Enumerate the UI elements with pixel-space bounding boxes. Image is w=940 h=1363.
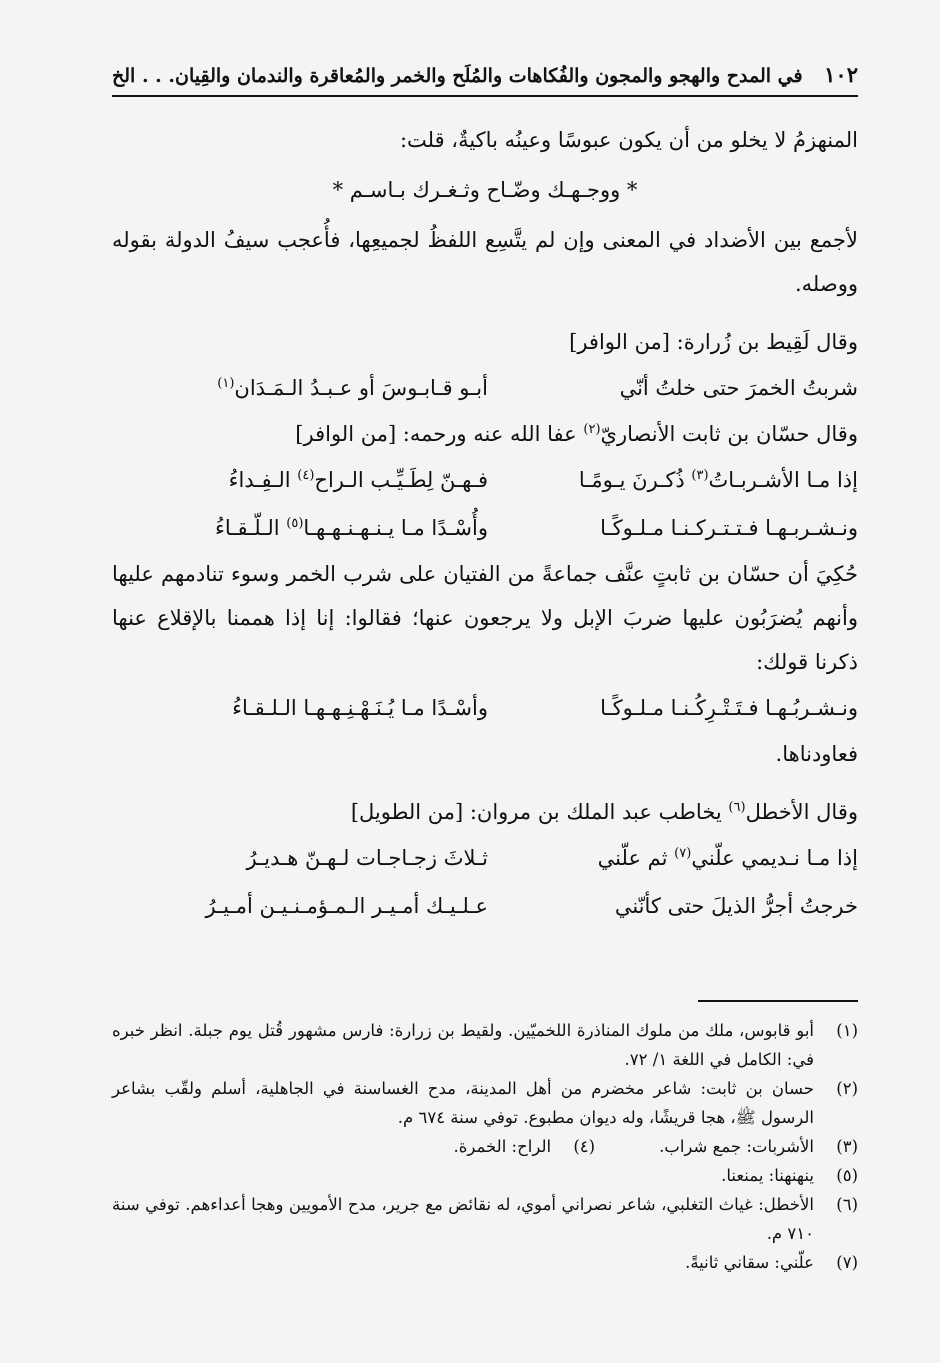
verse-3 (112, 504, 858, 552)
footnote-3-4 (112, 1132, 858, 1161)
footnotes (112, 1016, 858, 1277)
verse-5-second-hemistich: ثـلاثَ زجـاجـات لـهـنّ هـديـرُ (246, 846, 488, 870)
footnote-ref-2: (٢) (583, 422, 601, 437)
footnote-ref-4: (٤) (297, 468, 315, 483)
running-header (112, 62, 858, 97)
paragraph-2: لأجمع بين الأضداد في المعنى وإن لم يتَّسِع اللفظُ لجميعِها، فأُعجب سيفُ الدولة بقوله ووصله. (112, 228, 858, 296)
footnote-5: (٥) ينهنهنا: يمنعنا. (721, 1166, 858, 1185)
paragraph-1: المنهزمُ لا يخلو من أن يكون عبوسًا وعينُه باكيةٌ، قلت: (399, 128, 858, 152)
footnote-ref-3: (٣) (691, 468, 709, 483)
footnote-divider (698, 1000, 858, 1002)
verse-6-first-hemistich: خرجتُ أجرُّ الذيلَ حتى كأنّني (614, 894, 858, 918)
running-title: في المدح والهجو والمجون والفُكاهات والمُلَح والخمر والمُعاقرة والندمان والقِيان. . . الخ (112, 65, 803, 87)
verse-4 (112, 684, 858, 732)
footnote-ref-1: (١) (217, 376, 235, 391)
verse-1 (112, 364, 858, 412)
page-number: ١٠٢ (824, 62, 858, 87)
verse-4-second-hemistich: وأسْـدًا مـا يُـنَـهْـنِـهـهـا الـلـقـاءُ (232, 696, 488, 720)
footnote-3: (٣) الأشربات: جمع شراب. (659, 1137, 858, 1156)
verse-4-first-hemistich: ونـشـربُـهـا فـتَـتْـرِكُـنـا مـلـوكًـا (600, 696, 858, 720)
verse-3-second-hemistich: وأُسْـدًا مـا يـنـهـنـهـهـا$^{(٥)}$ الـلّـقـاءُ (215, 516, 488, 540)
footnote-2: (٢) حسان بن ثابت: شاعر مخضرم من أهل المدينة، مدح الغساسنة في الجاهلية، أسلم ولقّب بشاعر الرسول ﷺ، هجا قريشًا، وله ديوان مطبوع. توفي سنة ٦٧٤ م. (112, 1079, 858, 1127)
verse-intro-3: وقال الأخطل$^{(٦)}$ يخاطب عبد الملك بن مروان: [من الطويل] (350, 800, 858, 824)
verse-2 (112, 456, 858, 504)
footnote-6: (٦) الأخطل: غياث التغلبي، شاعر نصراني أموي، له نقائض مع جرير، مدح الأمويين وهجا أعداءهم. توفي سنة ٧١٠ م. (112, 1195, 858, 1243)
verse-2-second-hemistich: فـهـنّ لِطَـيِّـب الـراح$^{(٤)}$ الـفِـداءُ (228, 468, 488, 492)
footnote-7: (٧) علّني: سقاني ثانيةً. (685, 1253, 858, 1272)
verse-5-first-hemistich: إذا مـا نـديمي علّني$^{(٧)}$ ثم علّني (597, 846, 858, 870)
footnote-1: (١) أبو قابوس، ملك من ملوك المناذرة اللخميّين. ولقيط بن زرارة: فارس مشهور قُتل يوم جبلة. انظر خبره في: الكامل في اللغة ١/ ٧٢. (112, 1021, 858, 1069)
verse-3-first-hemistich: ونـشـربـهـا فـتـتـركـنـا مـلـوكًـا (600, 516, 858, 540)
verse-6-second-hemistich: عـلـيـك أمـيـر الـمـؤمـنـيـن أمـيـرُ (205, 894, 488, 918)
verse-1-first-hemistich: شربتُ الخمرَ حتى خلتُ أنّي (619, 376, 858, 400)
footnote-ref-5: (٥) (286, 516, 304, 531)
footnote-ref-7: (٧) (674, 846, 692, 861)
verse-5 (112, 834, 858, 882)
verse-intro-2: وقال حسّان بن ثابت الأنصاريّ$^{(٢)}$ عفا الله عنه ورحمه: [من الوافر] (295, 422, 858, 446)
verse-6 (112, 882, 858, 930)
main-text (112, 118, 858, 930)
verse-1-second-hemistich: أبـو قـابـوسَ أو عـبـدُ الـمَـدَان$^{(١)}$ (217, 376, 488, 400)
footnote-4: (٤) الراح: الخمرة. (453, 1137, 596, 1156)
hemistich: * ووجـهـك وضّـاح وثـغـرك بـاسـم * (332, 178, 638, 202)
paragraph-4: فعاودناها. (775, 742, 858, 766)
footnote-ref-6: (٦) (728, 800, 746, 815)
verse-intro-1: وقال لَقِيط بن زُرارة: [من الوافر] (569, 330, 858, 354)
paragraph-3: حُكِيَ أن حسّان بن ثابتٍ عنَّف جماعةً من الفتيان على شرب الخمر وسوء تنادمهم عليها وأنهم يُضرَبُون عليها ضربَ الإبل ولا يرجعون عنها؛ فقالوا: إنا إذا هممنا بالإقلاع عنها ذكرنا قولك: (112, 562, 858, 674)
verse-2-first-hemistich: إذا مـا الأشـربـاتُ$^{(٣)}$ ذُكـرنَ يـومًـا (578, 468, 858, 492)
